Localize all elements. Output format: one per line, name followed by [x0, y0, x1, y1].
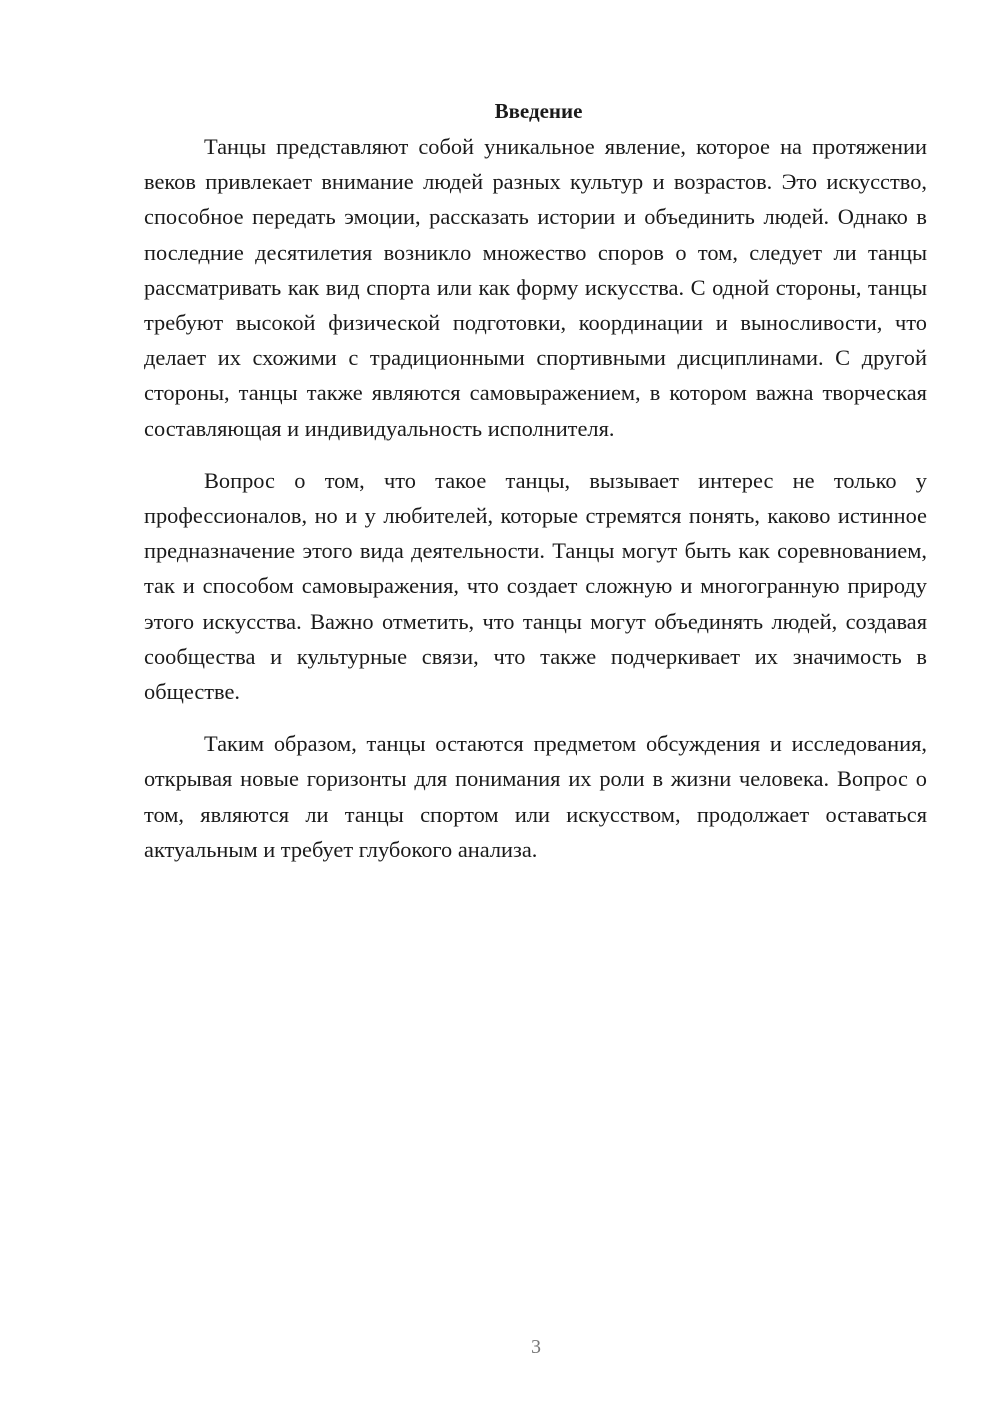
- paragraph-2: Вопрос о том, что такое танцы, вызывает интерес не только у профессионалов, но и у любителей, которые стремятся понять, каково истинное предназначение этого вида деятельности. Танцы могут быть как соревнованием, так и способом самовыражения, что создает сложную и многогранную природу этого искусства. Важно отметить, что танцы могут объединять людей, создавая сообщества и культурные связи, что также подчеркивает их значимость в обществе.: [144, 467, 927, 705]
- paragraph-3: Таким образом, танцы остаются предметом обсуждения и исследования, открывая новые горизонты для понимания их роли в жизни человека. Вопрос о том, являются ли танцы спортом или искусством, продолжает оставаться актуальным и требует глубокого анализа.: [144, 731, 927, 862]
- page-number: 3: [531, 1336, 541, 1358]
- page-content: [144, 96, 927, 884]
- section-heading: Введение: [494, 99, 583, 123]
- paragraph-1: Танцы представляют собой уникальное явление, которое на протяжении веков привлекает внимание людей разных культур и возрастов. Это искусство, способное передать эмоции, рассказать истории и объединить людей. Однако в последние десятилетия возникло множество споров о том, следует ли танцы рассматривать как вид спорта или как форму искусства. С одной стороны, танцы требуют высокой физической подготовки, координации и выносливости, что делает их схожими с традиционными спортивными дисциплинами. С другой стороны, танцы также являются самовыражением, в котором важна творческая составляющая и индивидуальность исполнителя.: [144, 134, 927, 441]
